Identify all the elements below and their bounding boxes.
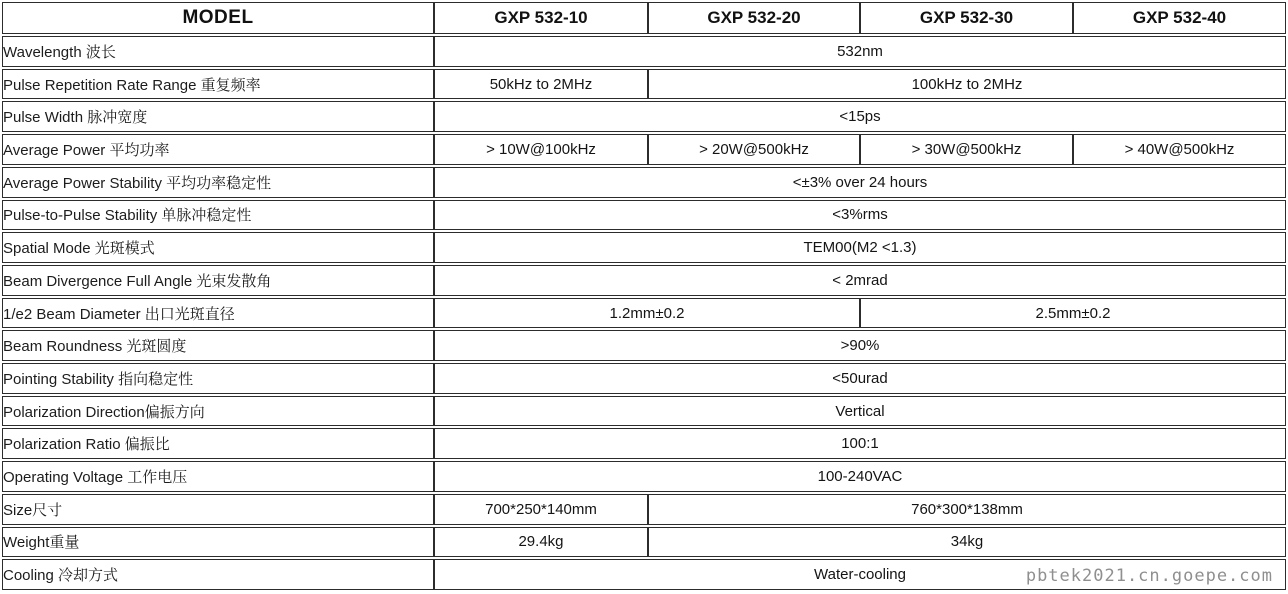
value-cell: 100-240VAC	[434, 461, 1286, 492]
spec-row-polarization-ratio	[2, 428, 1286, 459]
row-label-cell: Polarization Ratio 偏振比	[2, 428, 434, 459]
row-label-cell: Cooling 冷却方式	[2, 559, 434, 590]
row-label-cell: Average Power 平均功率	[2, 134, 434, 165]
spec-row-pulse-repetition-rate	[2, 69, 1286, 100]
spec-row-beam-roundness	[2, 330, 1286, 361]
value-cell: <±3% over 24 hours	[434, 167, 1286, 198]
row-label-cell: Operating Voltage 工作电压	[2, 461, 434, 492]
value-cell: 2.5mm±0.2	[860, 298, 1286, 329]
value-cell: > 30W@500kHz	[860, 134, 1073, 165]
row-label-cell: Wavelength 波长	[2, 36, 434, 67]
value-cell: <15ps	[434, 101, 1286, 132]
value-cell: 34kg	[648, 527, 1286, 558]
spec-row-beam-diameter	[2, 298, 1286, 329]
spec-row-spatial-mode	[2, 232, 1286, 263]
value-cell: 1.2mm±0.2	[434, 298, 860, 329]
spec-row-pulse-to-pulse-stability	[2, 200, 1286, 231]
row-label-cell: Spatial Mode 光斑模式	[2, 232, 434, 263]
value-cell: 100:1	[434, 428, 1286, 459]
value-cell: > 40W@500kHz	[1073, 134, 1286, 165]
spec-row-pulse-width	[2, 101, 1286, 132]
row-label-cell: Beam Roundness 光斑圆度	[2, 330, 434, 361]
value-cell: >90%	[434, 330, 1286, 361]
watermark: pbtek2021.cn.goepe.com	[1025, 566, 1273, 586]
row-label-cell: Pulse Width 脉冲宽度	[2, 101, 434, 132]
spec-row-polarization-direction	[2, 396, 1286, 427]
spec-row-average-power-stability	[2, 167, 1286, 198]
value-cell: 50kHz to 2MHz	[434, 69, 648, 100]
row-label-cell: Size尺寸	[2, 494, 434, 525]
row-label-cell: 1/e2 Beam Diameter 出口光斑直径	[2, 298, 434, 329]
spec-row-weight	[2, 527, 1286, 558]
model-header-cell: MODEL	[2, 2, 434, 34]
value-cell: < 2mrad	[434, 265, 1286, 296]
value-cell: 532nm	[434, 36, 1286, 67]
spec-row-size	[2, 494, 1286, 525]
row-label-cell: Weight重量	[2, 527, 434, 558]
value-cell: 100kHz to 2MHz	[648, 69, 1286, 100]
spec-row-wavelength	[2, 36, 1286, 67]
column-header-gxp-532-30: GXP 532-30	[860, 2, 1073, 34]
value-cell: 760*300*138mm	[648, 494, 1286, 525]
row-label-cell: Pulse-to-Pulse Stability 单脉冲稳定性	[2, 200, 434, 231]
row-label-cell: Pointing Stability 指向稳定性	[2, 363, 434, 394]
row-label-cell: Polarization Direction偏振方向	[2, 396, 434, 427]
value-cell: > 20W@500kHz	[648, 134, 860, 165]
value-cell: Vertical	[434, 396, 1286, 427]
spec-row-pointing-stability	[2, 363, 1286, 394]
table-header-row	[2, 2, 1286, 34]
value-cell: 700*250*140mm	[434, 494, 648, 525]
spec-row-beam-divergence	[2, 265, 1286, 296]
value-cell: <50urad	[434, 363, 1286, 394]
spec-row-average-power	[2, 134, 1286, 165]
column-header-gxp-532-20: GXP 532-20	[648, 2, 860, 34]
spec-row-operating-voltage	[2, 461, 1286, 492]
row-label-cell: Beam Divergence Full Angle 光束发散角	[2, 265, 434, 296]
value-cell: <3%rms	[434, 200, 1286, 231]
value-cell: > 10W@100kHz	[434, 134, 648, 165]
value-cell: 29.4kg	[434, 527, 648, 558]
column-header-gxp-532-40: GXP 532-40	[1073, 2, 1286, 34]
column-header-gxp-532-10: GXP 532-10	[434, 2, 648, 34]
row-label-cell: Average Power Stability 平均功率稳定性	[2, 167, 434, 198]
spec-table	[2, 0, 1286, 592]
row-label-cell: Pulse Repetition Rate Range 重复频率	[2, 69, 434, 100]
value-cell: Water-cooling	[434, 559, 1286, 590]
value-cell: TEM00(M2 <1.3)	[434, 232, 1286, 263]
